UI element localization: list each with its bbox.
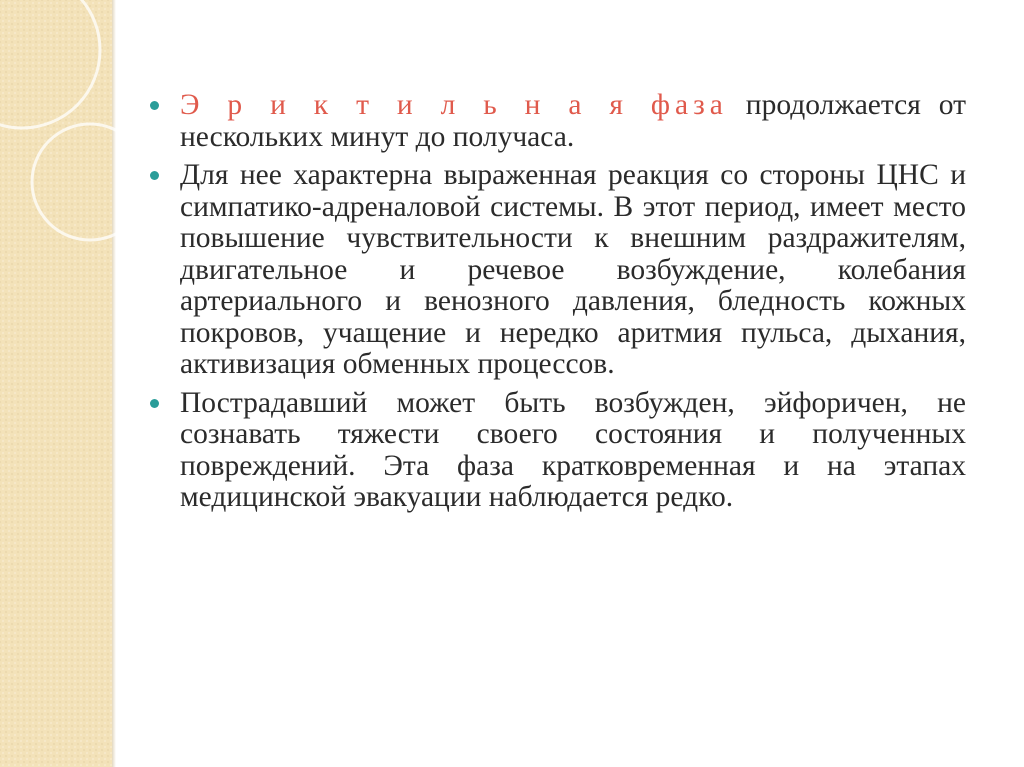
bullet-item-characteristics bbox=[148, 160, 966, 381]
slide-content bbox=[148, 90, 966, 514]
bullet-text: Пострадавший может быть возбужден, эйфоричен, не сознавать тяжести своего состояния и полученных повреждений. Эта фаза кратковременная и на этапах медицинской эвакуации наблюдается редко. bbox=[180, 386, 966, 513]
bullet-text: Для нее характерна выраженная реакция со стороны ЦНС и симпатико-адреналовой системы. В этот период, имеет место повышение чувствительности к внешним раздражителям, двигательное и речевое возбуждение, колебания артериального и венозного давления, бледность кожных покровов, учащение и нередко аритмия пульса, дыхания, активизация обменных процессов. bbox=[180, 159, 966, 380]
decorative-rings bbox=[0, 0, 140, 260]
bullet-text: продолжается от нескольких минут до получаса. bbox=[180, 89, 967, 153]
highlighted-term: Э р и к т и л ь н а я фаза bbox=[180, 89, 728, 121]
bullet-dot-icon bbox=[150, 399, 159, 408]
decorative-ring-lower bbox=[32, 124, 140, 240]
bullet-item-patient-state bbox=[148, 388, 966, 514]
bullet-dot-icon bbox=[150, 171, 159, 180]
bullet-item-erectile-phase bbox=[148, 90, 966, 153]
bullet-list bbox=[148, 90, 966, 514]
bullet-dot-icon bbox=[150, 101, 159, 110]
decorative-ring-upper bbox=[0, 0, 100, 128]
